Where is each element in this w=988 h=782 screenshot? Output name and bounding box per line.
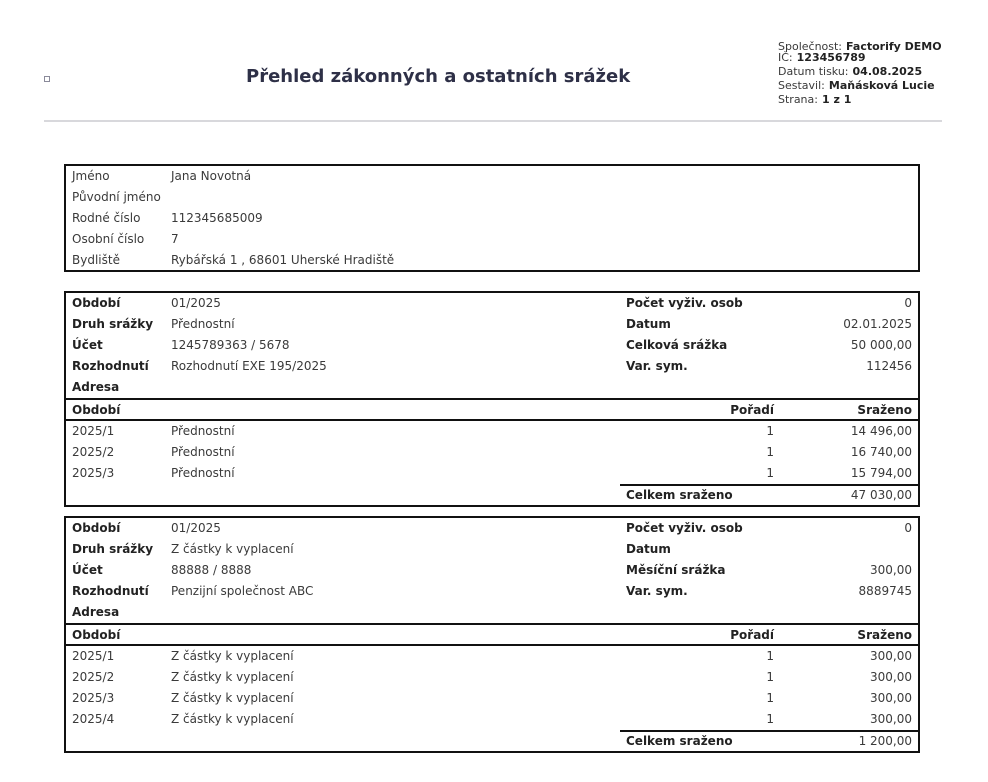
account-label: Účet xyxy=(72,338,103,352)
type-label: Druh srážky xyxy=(72,317,154,331)
page-label: Strana: xyxy=(778,93,818,106)
print-date-value: 04.08.2025 xyxy=(852,65,923,78)
report-meta xyxy=(778,40,942,107)
row-period: 2025/2 xyxy=(72,670,115,684)
orig-name-label: Původní jméno xyxy=(72,190,161,204)
page-title: Přehled zákonných a ostatních srážek xyxy=(246,66,631,87)
period-label: Období xyxy=(72,296,121,310)
table-header-deducted: Sraženo xyxy=(857,628,912,642)
page-value: 1 z 1 xyxy=(821,93,852,106)
date-label: Datum xyxy=(626,542,671,556)
row-period: 2025/1 xyxy=(72,649,115,663)
row-order: 1 xyxy=(766,670,774,684)
type-value: Z částky k vyplacení xyxy=(171,542,294,556)
row-type: Z částky k vyplacení xyxy=(171,712,294,726)
date-value: 02.01.2025 xyxy=(843,317,912,331)
table-header-order: Pořadí xyxy=(730,628,774,642)
row-type: Z částky k vyplacení xyxy=(171,649,294,663)
period-value: 01/2025 xyxy=(171,521,221,535)
dependents-value: 0 xyxy=(904,296,912,310)
row-order: 1 xyxy=(766,424,774,438)
dependents-label: Počet vyživ. osob xyxy=(626,296,743,310)
address-value: Rybářská 1 , 68601 Uherské Hradiště xyxy=(171,253,395,267)
company-label: Společnost: xyxy=(778,40,843,53)
row-period: 2025/1 xyxy=(72,424,115,438)
row-deducted: 15 794,00 xyxy=(850,466,912,480)
author-label: Sestavil: xyxy=(778,79,825,92)
row-type: Přednostní xyxy=(171,424,235,438)
row-deducted: 14 496,00 xyxy=(850,424,912,438)
dependents-value: 0 xyxy=(904,521,912,535)
birth-number-value: 112345685009 xyxy=(171,211,263,225)
row-deducted: 300,00 xyxy=(870,649,912,663)
ic-label: IČ: xyxy=(778,51,793,64)
report-marker-icon xyxy=(44,76,50,82)
print-date-label: Datum tisku: xyxy=(778,65,849,78)
row-deducted: 16 740,00 xyxy=(850,445,912,459)
deduction-address-label: Adresa xyxy=(72,605,120,619)
table-header-order: Pořadí xyxy=(730,403,774,417)
table-header-deducted: Sraženo xyxy=(857,403,912,417)
table-divider xyxy=(66,398,918,400)
deduction-box xyxy=(64,516,920,753)
total-value: 47 030,00 xyxy=(850,488,912,502)
dependents-label: Počet vyživ. osob xyxy=(626,521,743,535)
row-order: 1 xyxy=(766,445,774,459)
decision-value: Penzijní společnost ABC xyxy=(171,584,314,598)
table-divider xyxy=(66,623,918,625)
amount-label: Měsíční srážka xyxy=(626,563,726,577)
decision-label: Rozhodnutí xyxy=(72,359,149,373)
row-deducted: 300,00 xyxy=(870,670,912,684)
type-value: Přednostní xyxy=(171,317,235,331)
total-label: Celkem sraženo xyxy=(626,734,733,748)
person-box xyxy=(64,164,920,272)
deduction-box xyxy=(64,291,920,507)
row-deducted: 300,00 xyxy=(870,712,912,726)
row-order: 1 xyxy=(766,466,774,480)
birth-number-label: Rodné číslo xyxy=(72,211,141,225)
address-label: Bydliště xyxy=(72,253,120,267)
decision-label: Rozhodnutí xyxy=(72,584,149,598)
personal-number-value: 7 xyxy=(171,232,179,246)
account-label: Účet xyxy=(72,563,103,577)
header-divider xyxy=(44,120,942,122)
period-value: 01/2025 xyxy=(171,296,221,310)
period-label: Období xyxy=(72,521,121,535)
row-type: Z částky k vyplacení xyxy=(171,670,294,684)
total-value: 1 200,00 xyxy=(858,734,912,748)
table-header-period: Období xyxy=(72,628,121,642)
row-period: 2025/2 xyxy=(72,445,115,459)
row-order: 1 xyxy=(766,649,774,663)
date-label: Datum xyxy=(626,317,671,331)
row-deducted: 300,00 xyxy=(870,691,912,705)
var-sym-label: Var. sym. xyxy=(626,359,688,373)
author-value: Maňásková Lucie xyxy=(828,79,935,92)
amount-value: 50 000,00 xyxy=(850,338,912,352)
decision-value: Rozhodnutí EXE 195/2025 xyxy=(171,359,327,373)
amount-label: Celková srážka xyxy=(626,338,728,352)
row-type: Přednostní xyxy=(171,445,235,459)
row-type: Z částky k vyplacení xyxy=(171,691,294,705)
table-header-period: Období xyxy=(72,403,121,417)
row-period: 2025/3 xyxy=(72,691,115,705)
var-sym-label: Var. sym. xyxy=(626,584,688,598)
row-period: 2025/3 xyxy=(72,466,115,480)
var-sym-value: 112456 xyxy=(866,359,912,373)
account-value: 88888 / 8888 xyxy=(171,563,252,577)
row-order: 1 xyxy=(766,691,774,705)
var-sym-value: 8889745 xyxy=(858,584,912,598)
name-value: Jana Novotná xyxy=(171,169,252,183)
ic-value: 123456789 xyxy=(796,51,866,64)
row-order: 1 xyxy=(766,712,774,726)
amount-value: 300,00 xyxy=(870,563,912,577)
type-label: Druh srážky xyxy=(72,542,154,556)
row-type: Přednostní xyxy=(171,466,235,480)
deduction-address-label: Adresa xyxy=(72,380,120,394)
account-value: 1245789363 / 5678 xyxy=(171,338,290,352)
personal-number-label: Osobní číslo xyxy=(72,232,145,246)
name-label: Jméno xyxy=(72,169,110,183)
total-label: Celkem sraženo xyxy=(626,488,733,502)
row-period: 2025/4 xyxy=(72,712,115,726)
company-value: Factorify DEMO xyxy=(846,40,942,53)
